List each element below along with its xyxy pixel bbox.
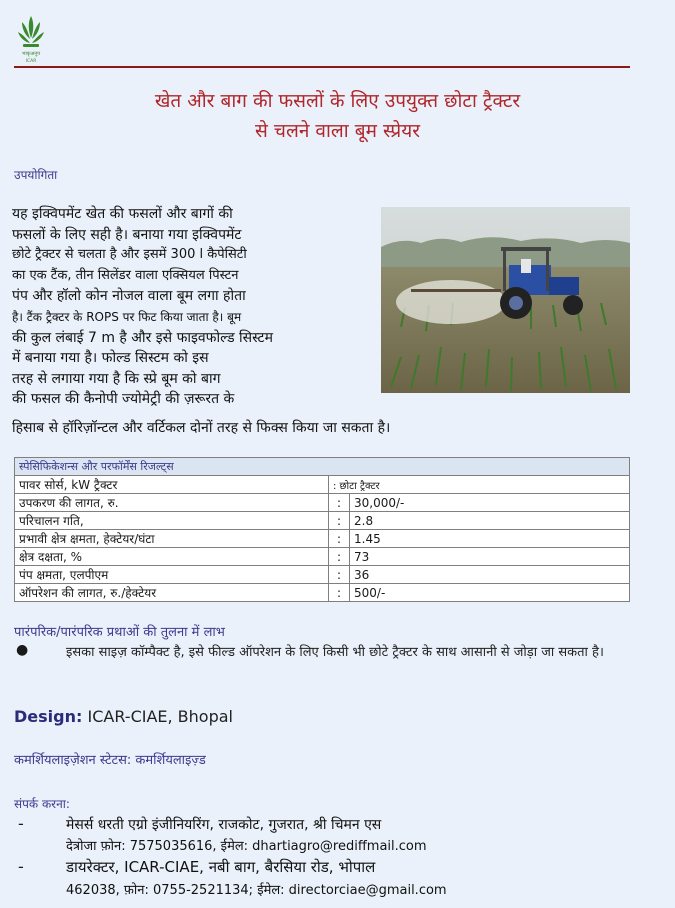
spec-sep: : [329,530,350,548]
spec-table-title: स्पेसिफिकेशन्स और परफॉर्मेंस रिजल्ट्स [15,458,630,476]
benefit-text: इसका साइज़ कॉम्पैक्ट है, इसे फील्ड ऑपरेशन के लिए किसी भी छोटे ट्रैक्टर के साथ आसानी से जोड़ा जा सकता है। [66,645,604,660]
spec-label: पंप क्षमता, एलपीएम [15,566,329,584]
contact-2-line2: 462038, फ़ोन: 0755-2521134; ईमेल: directorciae@gmail.com [66,883,447,898]
icar-logo-icon [14,12,48,64]
usefulness-paragraph [12,204,372,410]
benefits-heading: पारंपरिक/पारंपरिक प्रथाओं की तुलना में लाभ [14,625,225,640]
header-divider [14,66,630,68]
spec-label: ऑपरेशन की लागत, रु./हेक्टेयर [15,584,329,602]
logo-subtext: ICAR [25,59,37,64]
contact-1-line2: देत्रोजा फ़ोन: 7575035616, ईमेल: dhartiagro@rediffmail.com [66,839,427,854]
para-line: पंप और हॉलो कोन नोजल वाला बूम लगा होता [12,288,246,305]
spec-sep: : [329,512,350,530]
table-row [15,476,630,494]
spec-sep: : [329,548,350,566]
para-line: की फसल की कैनोपी ज्योमेट्री की ज़रूरत के [12,391,235,408]
para-line: है। टैंक ट्रैक्टर के ROPS पर फिट किया जाता है। बूम [12,309,242,324]
design-value: ICAR-CIAE, Bhopal [87,707,233,726]
spec-value: 500/- [350,584,630,602]
title-line-2: से चलने वाला बूम स्प्रेयर [255,120,420,142]
table-row [15,584,630,602]
para-line: फसलों के लिए सही है। बनाया गया इक्विपमेंट [12,226,242,243]
spec-value: 30,000/- [350,494,630,512]
table-row [15,494,630,512]
contact-dash: - [18,857,24,876]
para-line: की कुल लंबाई 7 m है और इसे फाइवफोल्ड सिस्टम [12,329,273,346]
design-label: Design: [14,707,83,726]
spec-value: 2.8 [350,512,630,530]
design-credit [14,707,233,726]
spec-sep: : [329,494,350,512]
spec-label: परिचालन गति, [15,512,329,530]
para-line: यह इक्विपमेंट खेत की फसलों और बागों की [12,206,233,222]
bullet-icon: ● [16,642,29,658]
spec-label: क्षेत्र दक्षता, % [15,548,329,566]
spec-label: पावर सोर्स, kW ट्रैक्टर [15,476,329,494]
para-line: में बनाया गया है। फोल्ड सिस्टम को इस [12,350,209,367]
table-row [15,512,630,530]
para-last-line: हिसाब से हॉरिज़ॉन्टल और वर्टिकल दोनों तरह से फिक्स किया जा सकता है। [12,420,391,436]
spec-sep: : [329,566,350,584]
spec-label: उपकरण की लागत, रु. [15,494,329,512]
spec-value: 1.45 [350,530,630,548]
spec-label: प्रभावी क्षेत्र क्षमता, हेक्टेयर/घंटा [15,530,329,548]
para-line: का एक टैंक, तीन सिलेंडर वाला एक्सियल पिस्टन [12,267,239,283]
spec-value: : छोटा ट्रैक्टर [329,476,630,494]
spec-value: 36 [350,566,630,584]
logo-text: भाकृअनुप [21,51,41,57]
spec-sep: : [329,584,350,602]
tractor-sprayer-photo [381,207,630,393]
page-title [0,86,675,146]
spec-table-header [15,458,630,476]
table-row [15,566,630,584]
contact-heading: संपर्क करना: [14,797,70,811]
table-row [15,530,630,548]
contact-2-line1: डायरेक्टर, ICAR-CIAE, नबी बाग, बैरसिया रोड, भोपाल [66,858,376,876]
contact-1-line1: मेसर्स धरती एग्रो इंजीनियरिंग, राजकोट, गुजरात, श्री चिमन एस [66,817,382,833]
commercialization-status: कमर्शियलाइज़ेशन स्टेटस: कमर्शियलाइज़्ड [14,753,206,768]
spec-value: 73 [350,548,630,566]
table-row [15,548,630,566]
contact-dash: - [18,814,24,833]
spec-table [14,457,630,602]
para-line: तरह से लगाया गया है कि स्प्रे बूम को बाग [12,370,221,387]
para-line: छोटे ट्रैक्टर से चलता है और इसमें 300 l कैपेसिटी [12,247,247,263]
usefulness-heading: उपयोगिता [14,168,58,182]
title-line-1: खेत और बाग की फसलों के लिए उपयुक्त छोटा ट्रैक्टर [154,90,521,112]
